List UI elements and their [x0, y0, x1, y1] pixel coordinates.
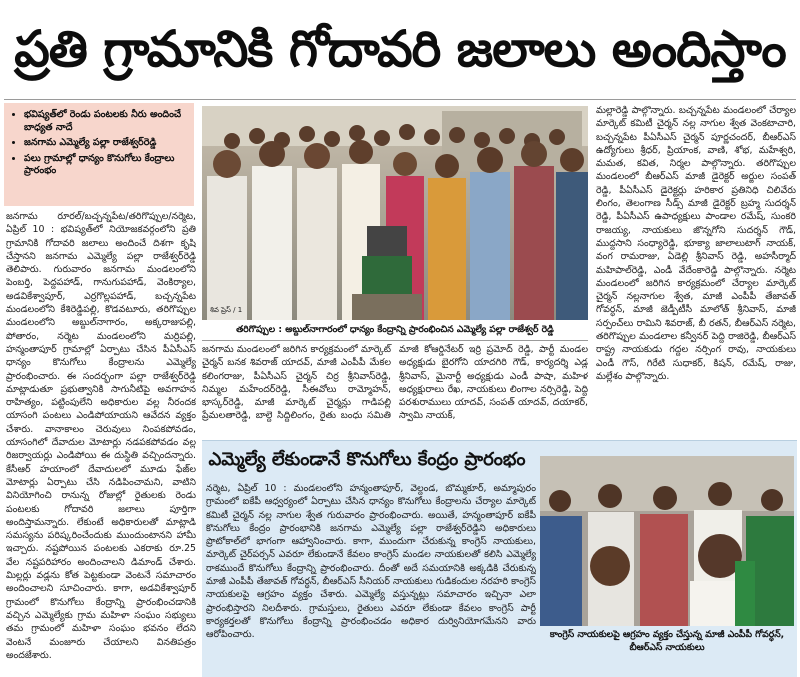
- article-body-col3: మల్లారెడ్డి పాల్గొన్నారు. బచ్చన్నపేట మండలంలో చేర్యాల మార్కెట్ కమిటీ చైర్మన్ నల్ల నాగుల శ్వేత వెంకటాచారి, బచ్చన్నపేట పీఏసీఎస్ చైర్మన్ పూర్ణచందర్, బీఆర్ఎస్ ఉద్యోగులు శ్రీధర్, ప్రియాంక, వాణి, శోభ, మహేశ్వరి, మమత, కవిత, నిర్మల పాల్గొన్నారు. తరిగొప్పుల మండలంలో బీఆర్ఎస్ మాజీ డైరెక్టర్ అర్జుల సంపత్ రెడ్డి, పీఏసీఎస్ డైరెక్టర్లు హరికార ప్రతినిధి చిలివేరు లింగం, తెలంగాణ సీడ్స్ మాజీ డైరెక్టర్ బ్రహ్మ సుదర్శన్ రెడ్డి, పీఏసీఎస్ ఉపాధ్యక్షులు పాండాల రమేష్, సుంకరి రాజయ్య, నాయకులు జొన్నగోని సుదర్శన్ గౌడ్, ముద్దసాని సంధ్యారెడ్డి, భూక్యా జాలాలుటాగ్ నాయక్, వంగ రామరాజు, ఏడెల్లి శ్రీనివాస్ రెడ్డి, అహసీర్మాద్ మహిపాల్‌రెడ్డి, ఎండీ వేదేంకారెడ్డి పాల్గొన్నారు. నర్మెట మండలంలో జరిగిన కార్యక్రమంలో చేర్యాల మార్కెట్ చైర్మన్ నల్లనాగుల శ్వేత, మాజీ ఎంపీపీ తేజావత్ గోవర్ధన్, మాజీ జెడ్పీటీసీ మాలోత్ శ్రీనివాస్, మాజీ సర్పంచ్‌లు రామిని శివరాజ్, బీ రతన్, బీఆర్ఎస్ నర్మెట, తరిగొప్పుల మండలాల కన్వీనర్ పెద్ది రాజిరెడ్డి, బీఆర్ఎస్ రాష్ట్ర నాయకుడు గద్దల నర్సింగ రావు, నాయకులు ఎండీ గౌస్, గిరేటి సుధాకర్, కిషన్, రమేష్, రాజు, మల్లేశం పాల్గొన్నారు.: [596, 105, 796, 382]
- sub-article-body: [206, 482, 536, 674]
- highlight-item: • జనగామ ఎమ్మెల్యే పల్లా రాజేశ్వర్‌రెడ్డి: [24, 137, 188, 150]
- sub-article-headline: ఎమ్మెల్యే లేకుండానే కొనుగోలు కేంద్రం ప్రారంభం: [208, 449, 526, 470]
- main-photo-image: [202, 106, 588, 320]
- photo-credit: శివ ప్రెస్ / 1: [210, 306, 243, 314]
- sub-article-text: నర్మెట, ఏప్రిల్ 10 : మండలంలోని హన్మంతాపూర్, వెల్దండ, బొమ్మకూర్, అమ్మాపురం గ్రామంలో ఐకేపీ ఆధ్వర్యంలో ఏర్పాటు చేసిన ధాన్యం కొనుగోలు కేంద్రాలను చేర్యాల మార్కెట్ కమిటీ చైర్మన్ నల్ల నాగుల శ్వేత గురువారం ప్రారంభించారు. అయితే, హన్మంతాపూర్ ఐకేపీ కొనుగోలు కేంద్రం ప్రారంభానికి జనగామ ఎమ్మెల్యే పల్లా రాజేశ్వర్‌రెడ్డిని అధికారులు ప్రొటోకాల్‌లో భాగంగా ఆహ్వానించారు. కాగా, ముందుగా చేరుకున్న కాంగ్రెస్ నాయకులు, మార్కెట్ చైర్‌పర్సన్ ఎవరూ లేకుండానే కేవలం కాంగ్రెస్ మండల నాయకులతో కలిసి ఎమ్మెల్యే రాకముందే కొనుగోలు కేంద్రాన్ని ప్రారంభించారు. దీంతో అదే సమయానికి అక్కడికి చేరుకున్న మాజీ ఎంపీపీ తేజావత్ గోవర్ధన్, బీఆర్ఎస్ సీనియర్ నాయకులు గుడికందుల నరహరి కాంగ్రెస్ నాయకులపై ఆగ్రహం వ్యక్తం చేశారు. ఎమ్మెల్యే వస్తున్నట్లు సమాచారం ఇచ్చినా ఎలా ప్రారంభిస్తారని నిలదీశారు. గ్రామస్తులు, రైతులు ఎవరూ లేకుండా కేవలం కాంగ్రెస్ పార్టీ కార్యకర్తలతో కొనుగోలు కేంద్రాన్ని ప్రారంభించడం అధికార దుర్వినియోగమేనని వారు ఆరోపించారు.: [206, 483, 536, 641]
- article-body-col1: జనగామ రూరల్/బచ్చన్నపేట/తరిగొప్పుల/నర్మెట, ఏప్రిల్ 10 : భవిష్యత్‌లో నియోజకవర్గంలోని ప్రతి గ్రామానికి గోదావరి జలాలు అందించే దిశగా కృషి చేస్తానని జనగామ ఎమ్మెల్యే పల్లా రాజేశ్వర్‌రెడ్డి తెలిపారు. గురువారం జనగామ మండలంలోని పెంబర్తి, పెద్దపహాడ్, గానుగుపహాడ్, వెంకిర్యాల, అడవికేశ్వాపూర్, ఎర్రగొల్లపహాడ్, బచ్చన్నపేట మండలంలోని కేశిరెడ్డిపల్లి, కొడవటూరు, తరిగొప్పుల మండలంలోని అబ్దుల్‌నాగారం, అక్కరాజుపల్లి, పోతారం, నర్మెట మండలంలోని మర్రిపల్లి, హన్మంతాపూర్ గ్రామాల్లో ఏర్పాటు చేసిన పీఏసీఎస్ ధాన్యం కొనుగోలు కేంద్రాలను ఎమ్మెల్యే ప్రారంభించారు. ఈ సందర్భంగా పల్లా రాజేశ్వర్‌రెడ్డి మాట్లాడుతూ ప్రభుత్వానికి సాగునీటిపై అవగాహన రాహిత్యం, పట్టింపులేని అధికారుల వల్ల నీరందక యాసంగి పంటలు ఎండిపోయాయని ఆవేదన వ్యక్తం చేశారు. వానాకాలం చెరువులు నింపకపోవడం, యాసంగిలో దేవాదుల మోటార్లు నడపకపోవడం వల్ల రిజర్వాయర్లు ఎండిపోయి ఈ దుస్థితి వచ్చిందన్నారు. కేసీఆర్ హయాంలో దేవాదులలో మూడు ఫేజ్‌ల మోటార్లు ఏర్పాటు చేసి నడిపించామని, వాటిని వినియోగించి రానున్న రోజుల్లో రైతులకు రెండు పంటలకు గోదావరి జలాలు పూర్తిగా అందిస్తామన్నారు. లేకుంటే అధికారులతో మాట్లాడి సమస్యను పరిష్కరించేందుకు ముందుంటానని హామీ ఇచ్చారు. నష్టపోయిన పంటలకు ఎకరాకు రూ.25 వేల నష్టపరిహారం అందించాలని డిమాండ్ చేశారు. మిల్లర్లు వడ్లను కోత పెట్టకుండా వెంటనే సమాచారం అందించాలని సూచించారు. కాగా, అడవికేశ్వాపూర్ గ్రామంలో కొనుగోలు కేంద్రాన్ని ప్రారంభించడానికి వచ్చిన ఎమ్మెల్యేకు గ్రామ మహిళా సంఘం సభ్యులు తమ గ్రామంలో మహిళా సంఘం భవనం లేదని వెంటనే మంజూరు చేయాలని వినతిపత్రం అందజేశారు.: [6, 211, 196, 661]
- main-photo-caption: తరిగొప్పుల : అబ్దుల్‌నాగారంలో ధాన్యం కేంద్రాన్ని ప్రారంభించిన ఎమ్మెల్యే పల్లా రాజేశ్వర్ రెడ్డి: [236, 324, 554, 335]
- headline-rule: [4, 99, 796, 100]
- caption-rule: [202, 340, 588, 341]
- main-photo: [202, 106, 588, 320]
- highlights-list: [10, 109, 188, 178]
- article-body-col2: జనగామ మండలంలో జరిగిన కార్యక్రమంలో మార్కెట్ చైర్మన్ బనక శివరాజ్ యాదవ్, మాజీ ఎంపీపీ మేకల కలింగరాజు, పీఏసీఎస్ చైర్మన్ చిర్ర శ్రీనివాస్‌రెడ్డి, నిమ్మల మహేందర్‌రెడ్డి, సీఈవోలు రామ్మోహన్, భాస్కర్‌రెడ్డి, మాజీ మార్కెట్ చైర్మన్లు గాడిపల్లి ప్రేమలతారెడ్డి, బాల్దె సిద్దిలింగం, రైతు బంధు సమితి మాజీ కోఆర్డినేటర్ ఇర్రి ప్రమోద్ రెడ్డి, పార్టీ మండల అధ్యక్షుడు బైరగోని యాదగిరి గౌడ్, కార్యదర్శి ఎడ్ల శ్రీనివాస్, మైనార్టీ అధ్యక్షుడు ఎండీ పాషా, మహిళ అధ్యక్షురాలు రేఖ, నాయకులు లింగాల నర్సిరెడ్డి, పెద్ది పరశురాములు యాదవ్, సంపత్ యాదవ్, దయాకర్, స్వామి నాయక్,: [202, 344, 588, 422]
- secondary-photo: [540, 456, 794, 626]
- highlights-box: [4, 103, 194, 206]
- highlight-item: • పలు గ్రామాల్లో ధాన్యం కొనుగోలు కేంద్రాలు ప్రారంభం: [24, 153, 188, 178]
- article-column-3: [596, 104, 796, 440]
- article-column-2: [202, 343, 588, 435]
- highlight-item: • భవిష్యత్‌లో రెండు పంటలకు నీరు అందించే బాధ్యత నాదే: [24, 109, 188, 134]
- secondary-photo-image: [540, 456, 794, 626]
- headline: ప్రతి గ్రామానికి గోదావరి జలాలు అందిస్తాం: [14, 20, 786, 78]
- article-column-1: [6, 210, 196, 675]
- secondary-photo-caption: కాంగ్రెస్ నాయకులపై ఆగ్రహం వ్యక్తం చేస్తున్న మాజీ ఎంపీపీ గోవర్ధన్, బీఆర్ఎస్ నాయకులు: [549, 629, 785, 653]
